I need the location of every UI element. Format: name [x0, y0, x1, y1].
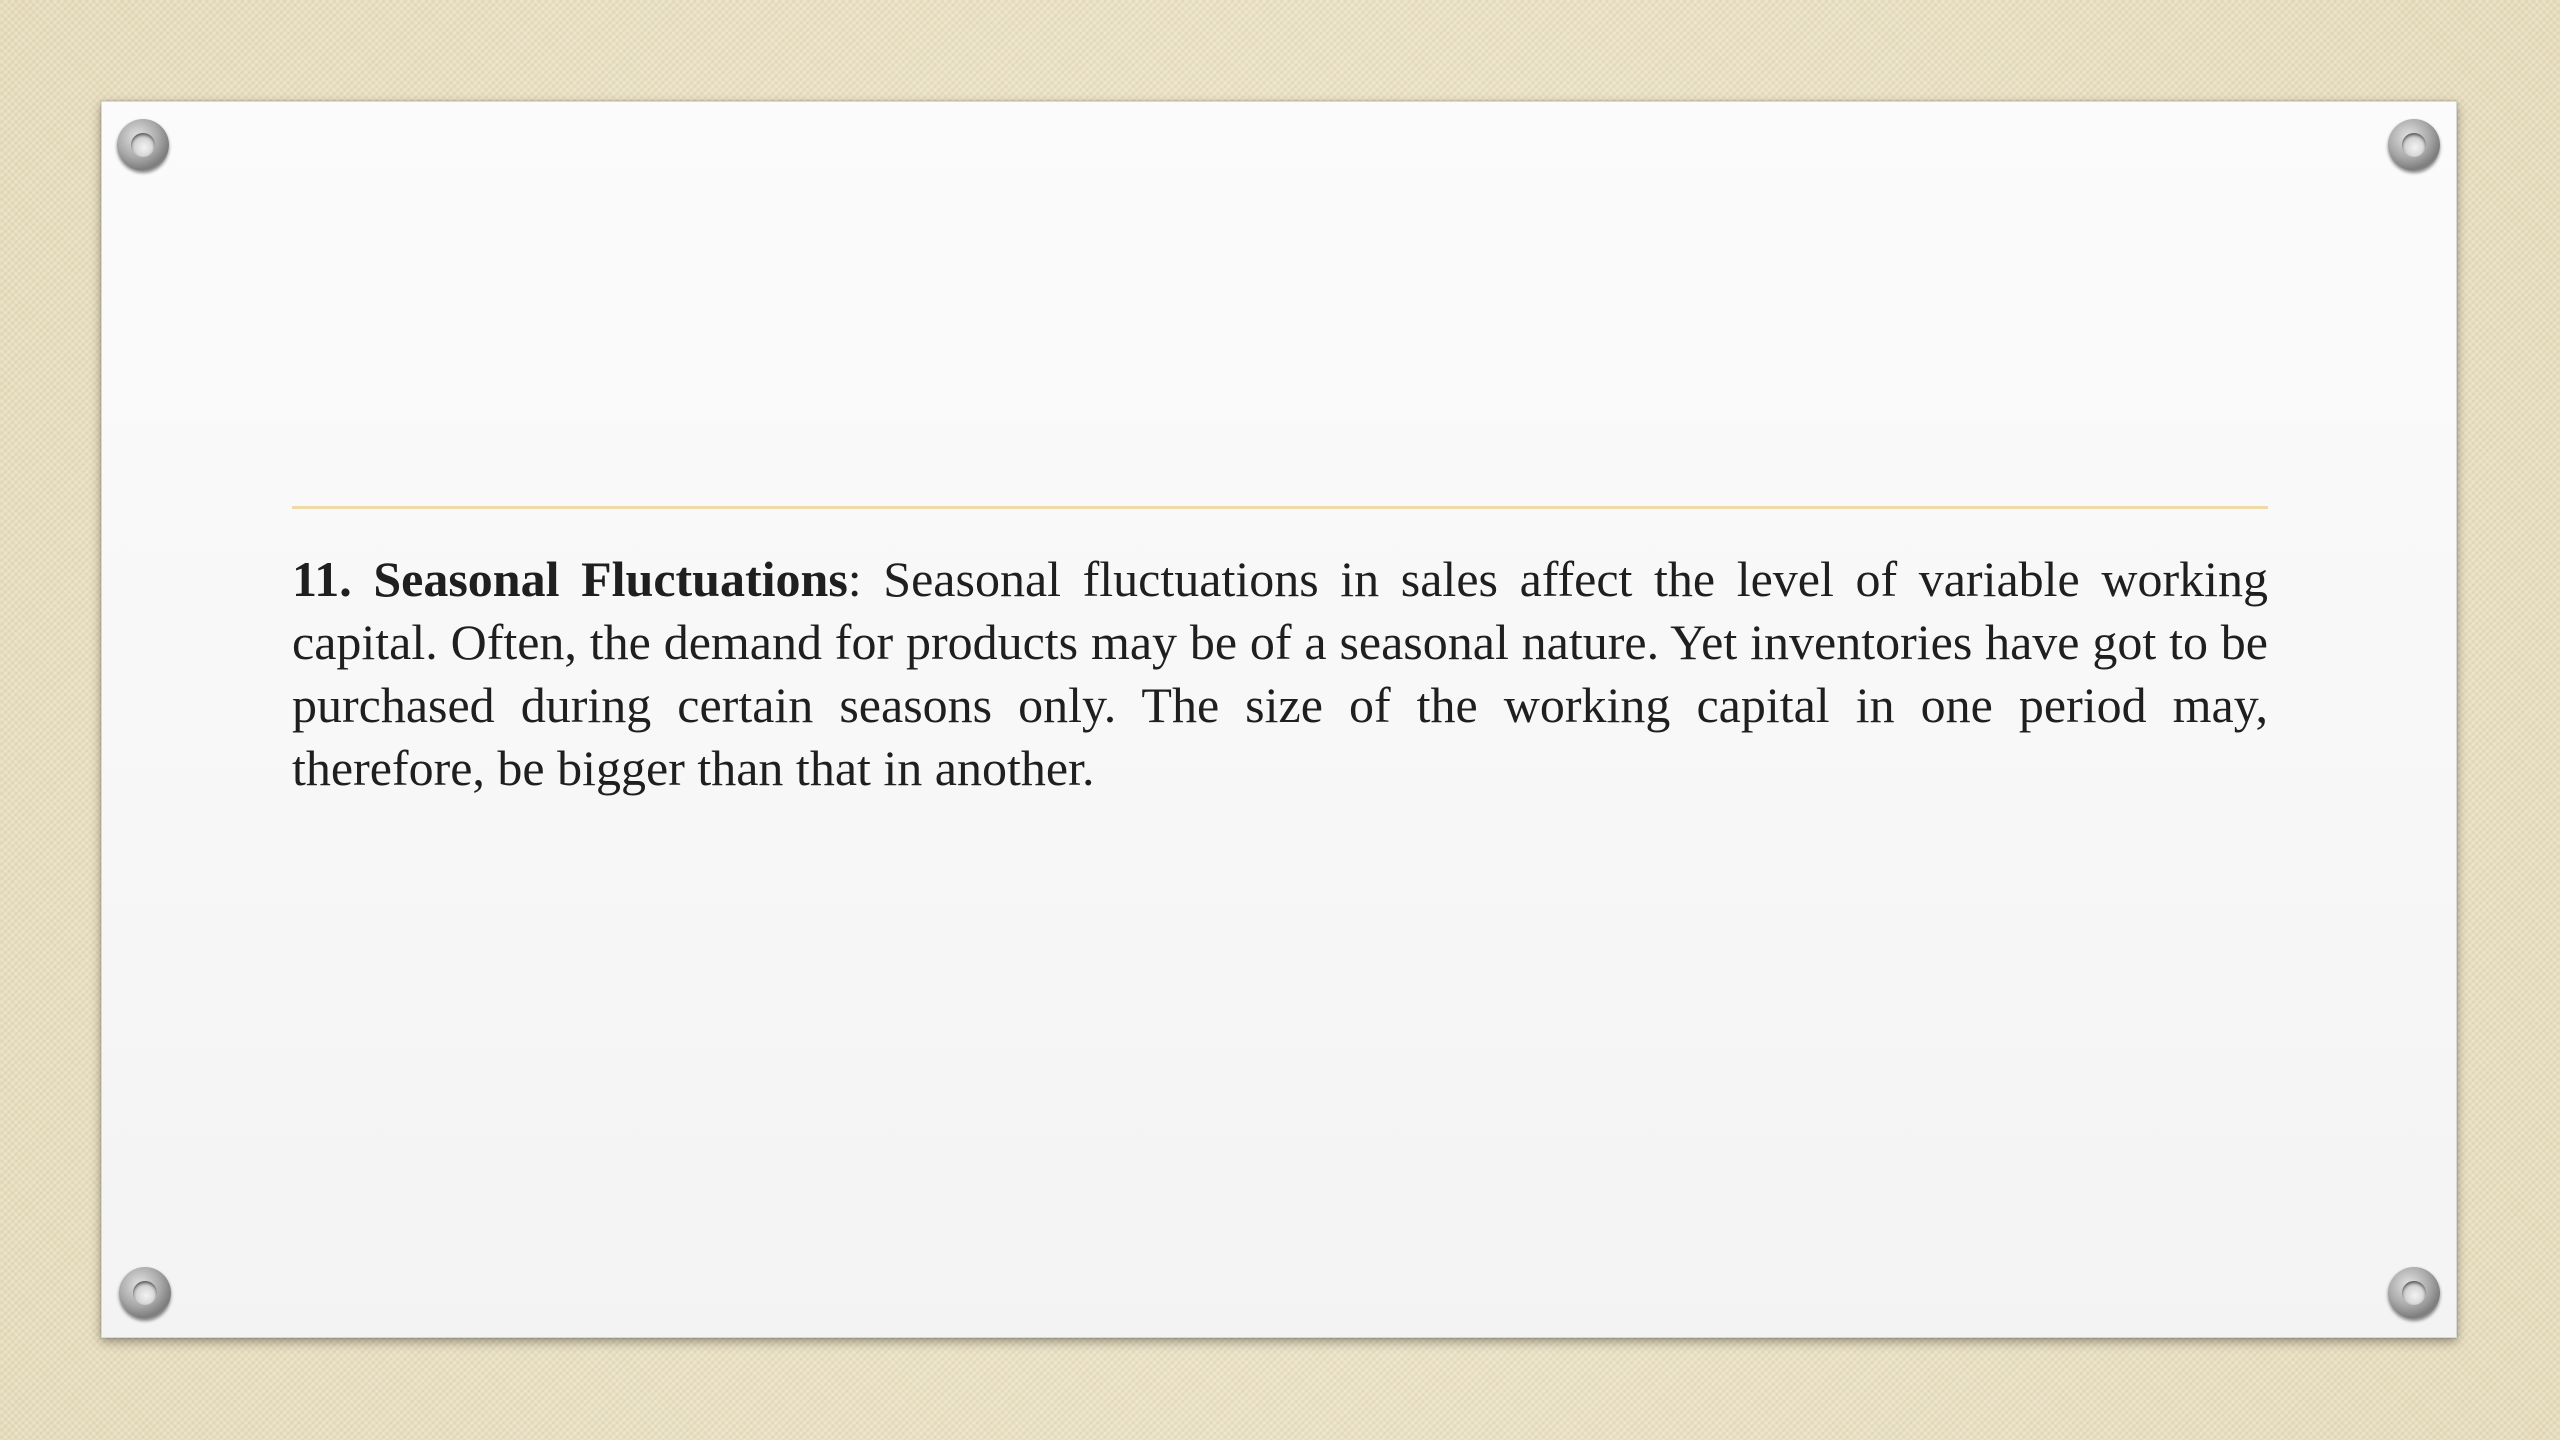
slide-heading: 11. Seasonal Fluctuations [292, 551, 848, 607]
grommet-bottom-right [2388, 1267, 2440, 1319]
slide-body-text [292, 548, 2268, 800]
grommet-top-left [117, 119, 169, 171]
title-divider [292, 506, 2268, 509]
slide-body: Seasonal fluctuations in sales affect the level of variable working capital. Often, the demand for products may be of a seasonal nature. Yet inventories have got to be purchased during certain seasons only. The size of the working capital in one period may, therefore, be bigger than that in another. [292, 551, 2268, 796]
grommet-bottom-left [119, 1267, 171, 1319]
grommet-top-right [2388, 119, 2440, 171]
heading-separator: : [847, 551, 862, 607]
